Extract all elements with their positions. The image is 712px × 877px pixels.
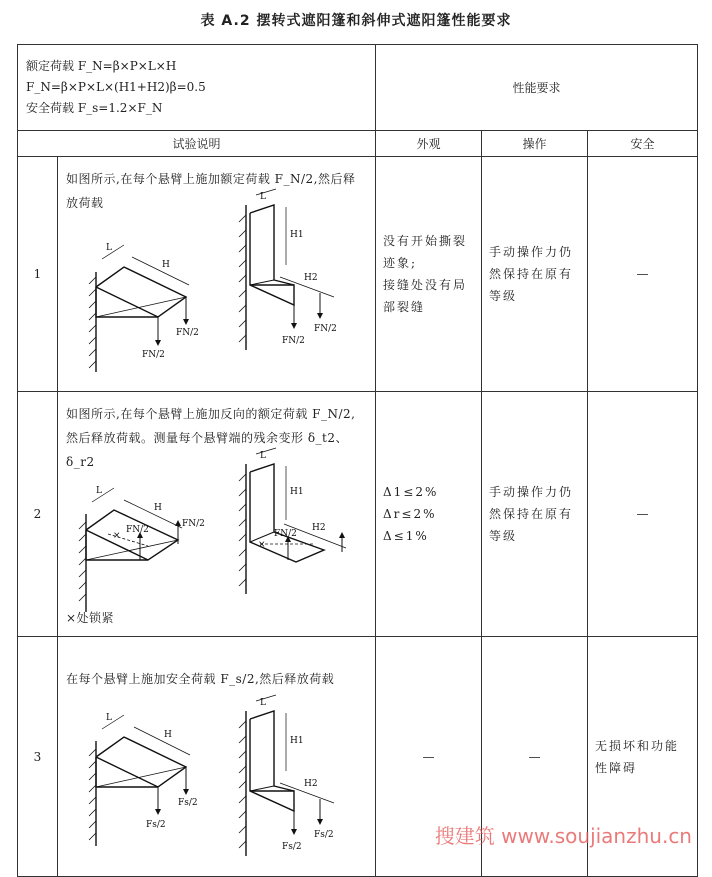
label-H2: H2 bbox=[312, 523, 326, 533]
req-line: 部裂缝 bbox=[383, 300, 426, 314]
label-FN2: FN/2 bbox=[142, 350, 165, 360]
req-line: 然保持在原有 bbox=[489, 507, 574, 521]
desc-line: 如图所示,在每个悬臂上施加反向的额定荷载 F_N/2, bbox=[66, 407, 356, 421]
label-L: L bbox=[106, 713, 112, 723]
awning-diagram-inclined-safety bbox=[234, 691, 364, 861]
req-line: 等级 bbox=[489, 289, 518, 303]
safety-requirement: — bbox=[588, 392, 698, 637]
label-FN2: FN/2 bbox=[176, 328, 199, 338]
label-Fs2: Fs/2 bbox=[282, 842, 302, 852]
req-line: 性障碍 bbox=[595, 760, 638, 775]
header-safety: 安全 bbox=[588, 131, 698, 157]
header-operation: 操作 bbox=[482, 131, 588, 157]
header-test-desc: 试验说明 bbox=[18, 131, 376, 157]
label-L: L bbox=[260, 698, 266, 708]
req-line: 手动操作力仍 bbox=[489, 245, 574, 259]
label-Fs2: Fs/2 bbox=[178, 798, 198, 808]
req-line: 迹象; bbox=[383, 256, 418, 270]
formula-rated-load-2: F_N=β×P×L×(H1+H2)β=0.5 bbox=[26, 80, 206, 94]
test-description bbox=[58, 392, 376, 637]
label-FN2: FN/2 bbox=[126, 525, 149, 535]
req-line: 无损坏和功能 bbox=[595, 738, 680, 753]
operation-requirement bbox=[482, 392, 588, 637]
label-H1: H1 bbox=[290, 736, 304, 746]
row-number: 3 bbox=[18, 637, 58, 877]
label-L: L bbox=[260, 451, 266, 461]
awning-diagram-swivel bbox=[84, 217, 224, 377]
req-line: 没有开始撕裂 bbox=[383, 234, 468, 248]
table-title: 表 A.2 摆转式遮阳篷和斜伸式遮阳篷性能要求 bbox=[200, 13, 512, 29]
label-H: H bbox=[162, 260, 170, 270]
safety-requirement: — bbox=[588, 157, 698, 392]
svg-text:×: × bbox=[258, 540, 266, 550]
label-H: H bbox=[154, 503, 162, 513]
header-performance: 性能要求 bbox=[376, 45, 698, 131]
operation-requirement: — bbox=[482, 637, 588, 877]
desc-line: 在每个悬臂上施加安全荷载 F_s/2,然后释放荷载 bbox=[66, 672, 335, 686]
awning-diagram-inclined bbox=[234, 185, 364, 355]
appearance-requirement bbox=[376, 157, 482, 392]
label-H2: H2 bbox=[304, 273, 318, 283]
label-L: L bbox=[96, 486, 102, 496]
label-Fs2: Fs/2 bbox=[146, 820, 166, 830]
load-formulas bbox=[18, 45, 376, 131]
svg-text:×: × bbox=[113, 531, 121, 541]
req-line: 然保持在原有 bbox=[489, 267, 574, 281]
row-number: 2 bbox=[18, 392, 58, 637]
performance-table bbox=[17, 44, 698, 877]
label-FN2: FN/2 bbox=[314, 324, 337, 334]
appearance-requirement: — bbox=[376, 637, 482, 877]
table-row bbox=[18, 392, 698, 637]
label-FN2: FN/2 bbox=[282, 336, 305, 346]
test-description bbox=[58, 157, 376, 392]
req-line: 接缝处没有局 bbox=[383, 278, 468, 292]
watermark: 搜建筑 www.soujianzhu.cn bbox=[434, 824, 692, 848]
label-FN2: FN/2 bbox=[274, 529, 297, 539]
awning-diagram-swivel-safety bbox=[84, 701, 224, 851]
desc-line: 如图所示,在每个悬臂上施加额定荷载 F_N/2,然后释 bbox=[66, 172, 356, 186]
label-H1: H1 bbox=[290, 487, 304, 497]
label-H1: H1 bbox=[290, 230, 304, 240]
req-line: Δ1≤2% bbox=[383, 485, 439, 499]
appearance-requirement bbox=[376, 392, 482, 637]
table-row bbox=[18, 157, 698, 392]
row-number: 1 bbox=[18, 157, 58, 392]
label-L: L bbox=[260, 192, 266, 202]
test-description bbox=[58, 637, 376, 877]
formula-rated-load: 额定荷载 F_N=β×P×L×H bbox=[26, 59, 177, 73]
operation-requirement bbox=[482, 157, 588, 392]
req-line: Δ≤1% bbox=[383, 529, 429, 543]
awning-diagram-inclined-reverse bbox=[234, 444, 374, 604]
desc-line: 放荷载 bbox=[66, 196, 104, 210]
req-line: 等级 bbox=[489, 529, 518, 543]
label-H: H bbox=[164, 730, 172, 740]
label-H2: H2 bbox=[304, 779, 318, 789]
label-FN2: FN/2 bbox=[182, 519, 205, 529]
req-line: Δr≤2% bbox=[383, 507, 437, 521]
label-Fs2: Fs/2 bbox=[314, 830, 334, 840]
header-appearance: 外观 bbox=[376, 131, 482, 157]
formula-safety-load: 安全荷载 F_s=1.2×F_N bbox=[26, 101, 163, 115]
lock-note: ×处锁紧 bbox=[66, 611, 115, 625]
desc-line: 然后释放荷载。测量每个悬臂端的残余变形 δ_t2、δ_r2 bbox=[66, 431, 348, 469]
req-line: 手动操作力仍 bbox=[489, 485, 574, 499]
label-L: L bbox=[106, 243, 112, 253]
awning-diagram-swivel-reverse bbox=[74, 474, 224, 614]
